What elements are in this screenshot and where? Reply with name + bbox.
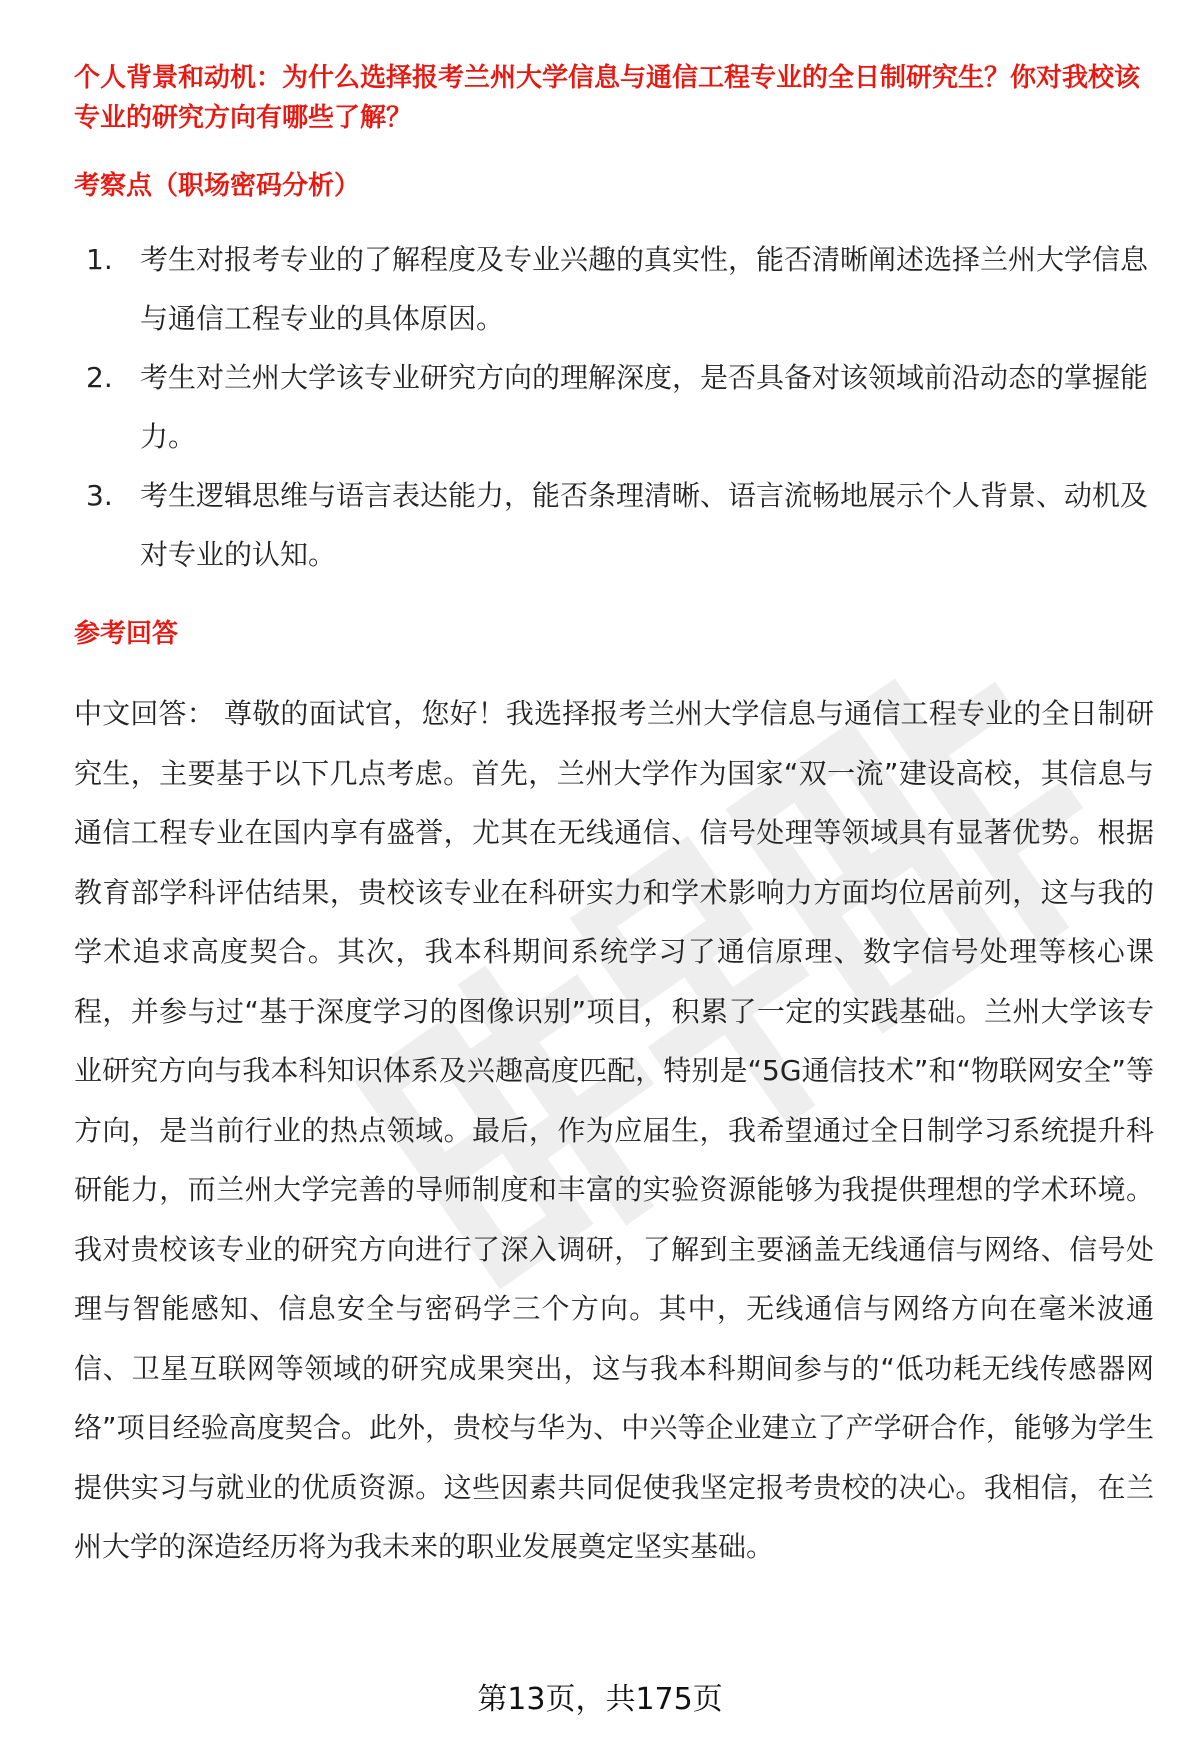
exam-point-item bbox=[74, 230, 1154, 348]
exam-point-item bbox=[74, 466, 1154, 584]
reference-answer-text: 中文回答： 尊敬的面试官，您好！我选择报考兰州大学信息与通信工程专业的全日制研究生，主要基于以下几点考虑。首先，兰州大学作为国家“双一流”建设高校，其信息与通信工程专业在国内享有盛誉，尤其在无线通信、信号处理等领域具有显著优势。根据教育部学科评估结果，贵校该专业在科研实力和学术影响力方面均位居前列，这与我的学术追求高度契合。其次，我本科期间系统学习了通信原理、数字信号处理等核心课程，并参与过“基于深度学习的图像识别”项目，积累了一定的实践基础。兰州大学该专业研究方向与我本科知识体系及兴趣高度匹配，特别是“5G通信技术”和“物联网安全”等方向，是当前行业的热点领域。最后，作为应届生，我希望通过全日制学习系统提升科研能力，而兰州大学完善的导师制度和丰富的实验资源能够为我提供理想的学术环境。我对贵校该专业的研究方向进行了深入调研，了解到主要涵盖无线通信与网络、信号处理与智能感知、信息安全与密码学三个方向。其中，无线通信与网络方向在毫米波通信、卫星互联网等领域的研究成果突出，这与我本科期间参与的“低功耗无线传感器网络”项目经验高度契合。此外，贵校与华为、中兴等企业建立了产学研合作，能够为学生提供实习与就业的优质资源。这些因素共同促使我坚定报考贵校的决心。我相信，在兰州大学的深造经历将为我未来的职业发展奠定坚实基础。 bbox=[74, 697, 1154, 1563]
reference-answer-heading: 参考回答 bbox=[74, 619, 179, 649]
exam-point-number: 3. bbox=[86, 479, 113, 512]
question-title: 个人背景和动机：为什么选择报考兰州大学信息与通信工程专业的全日制研究生？你对我校该专业的研究方向有哪些了解？ bbox=[74, 63, 1141, 133]
exam-point-text: 考生逻辑思维与语言表达能力，能否条理清晰、语言流畅地展示个人背景、动机及对专业的认知。 bbox=[140, 479, 1149, 571]
exam-point-number: 1. bbox=[86, 243, 113, 276]
exam-point-item bbox=[74, 348, 1154, 466]
content-area bbox=[74, 58, 1154, 1577]
exam-points-heading: 考察点（职场密码分析） bbox=[74, 171, 361, 201]
exam-points-list bbox=[74, 230, 1154, 584]
exam-point-text: 考生对兰州大学该专业研究方向的理解深度，是否具备对该领域前沿动态的掌握能力。 bbox=[140, 361, 1149, 453]
exam-point-text: 考生对报考专业的了解程度及专业兴趣的真实性，能否清晰阐述选择兰州大学信息与通信工程专业的具体原因。 bbox=[140, 243, 1149, 335]
page-number-footer: 第13页，共175页 bbox=[477, 1682, 723, 1717]
exam-point-number: 2. bbox=[86, 361, 113, 394]
